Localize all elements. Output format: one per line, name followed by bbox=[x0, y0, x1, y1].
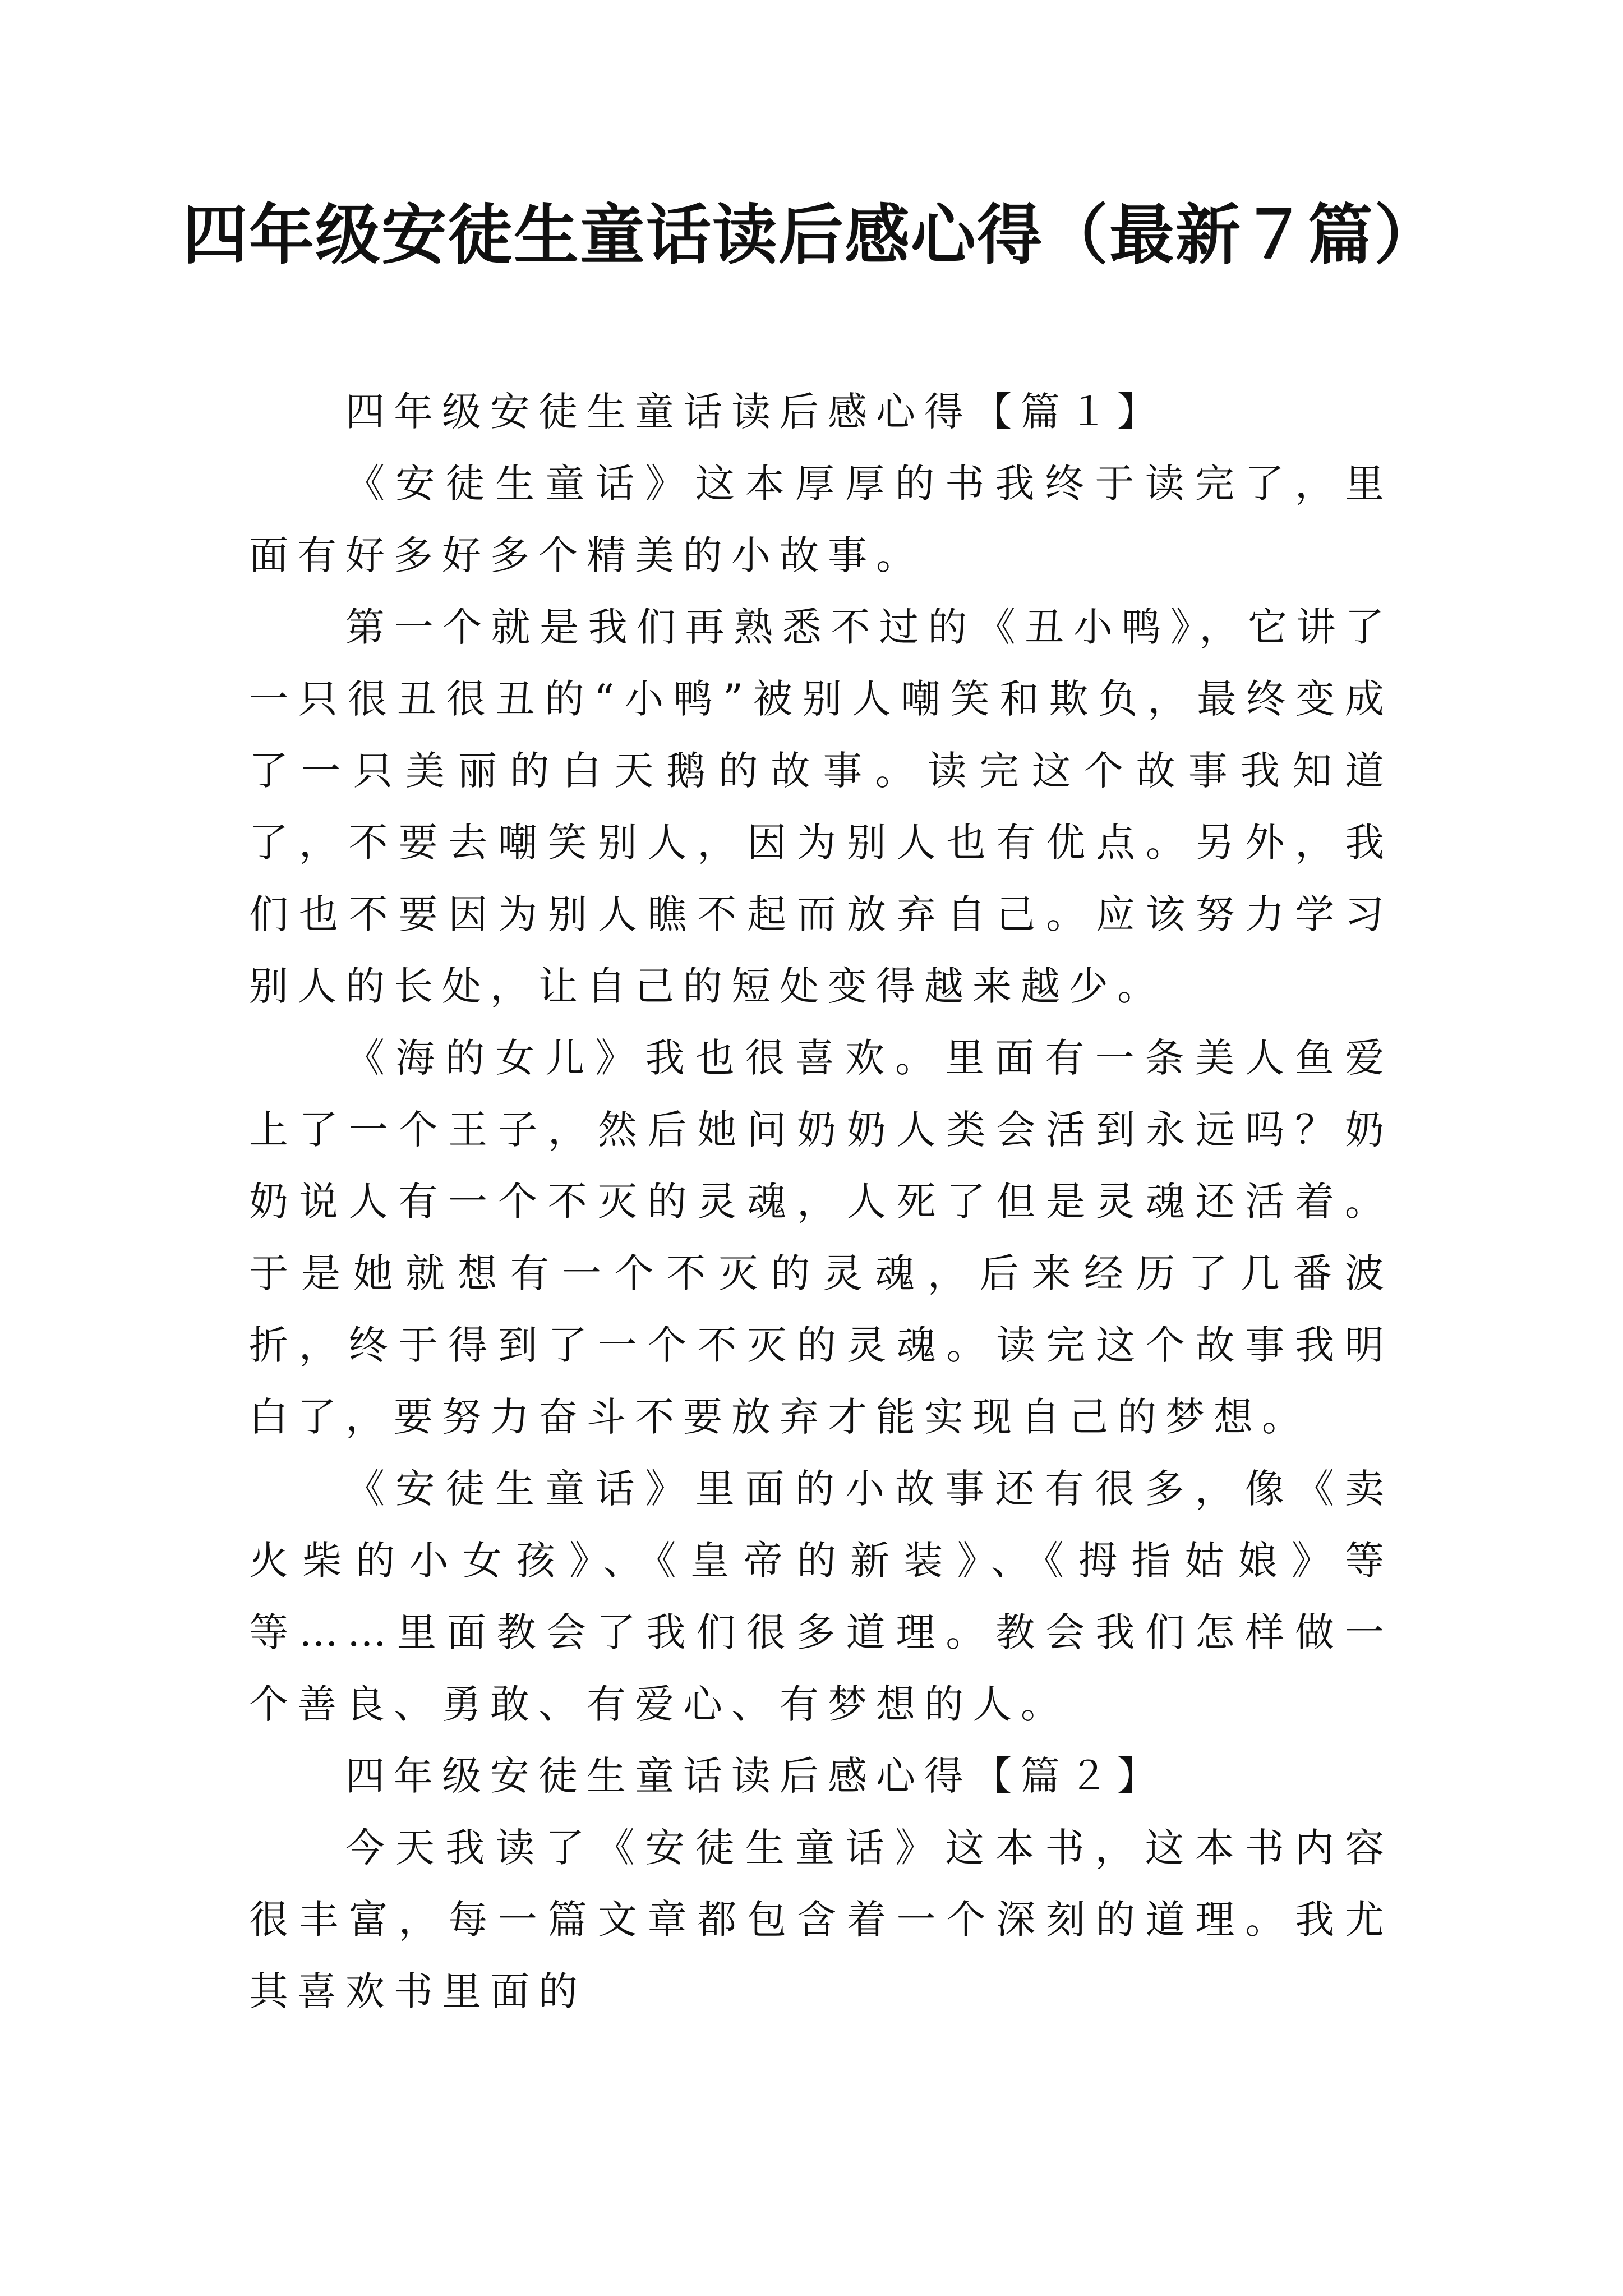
paragraph: 第一个就是我们再熟悉不过的《丑小鸭》，它讲了一只很丑很丑的“小鸭”被别人嘲笑和欺负，最终变成了一只美丽的白天鹅的故事。读完这个故事我知道了，不要去嘲笑别人，因为别人也有优点。另外，我们也不要因为别人瞧不起而放弃自己。应该努力学习别人的长处，让自己的短处变得越来越少。 bbox=[249, 604, 1393, 1009]
paragraph: 《安徒生童话》这本厚厚的书我终于读完了，里面有好多好多个精美的小故事。 bbox=[249, 461, 1393, 578]
section-heading: 四年级安徒生童话读后感心得【篇２】 bbox=[345, 1753, 1165, 1799]
paragraph: 《安徒生童话》里面的小故事还有很多，像《卖火柴的小女孩》、《皇帝的新装》、《拇指姑娘》等等……里面教会了我们很多道理。教会我们怎样做一个善良、勇敢、有爱心、有梦想的人。 bbox=[249, 1466, 1393, 1727]
document-body bbox=[249, 376, 1393, 2027]
section-heading: 四年级安徒生童话读后感心得【篇１】 bbox=[345, 389, 1165, 435]
paragraph: 今天我读了《安徒生童话》这本书，这本书内容很丰富，每一篇文章都包含着一个深刻的道理。我尤其喜欢书里面的 bbox=[249, 1825, 1393, 2014]
paragraph: 《海的女儿》我也很喜欢。里面有一条美人鱼爱上了一个王子，然后她问奶奶人类会活到永远吗？奶奶说人有一个不灭的灵魂，人死了但是灵魂还活着。于是她就想有一个不灭的灵魂，后来经历了几番波折，终于得到了一个不灭的灵魂。读完这个故事我明白了，要努力奋斗不要放弃才能实现自己的梦想。 bbox=[249, 1035, 1393, 1440]
document-title: 四年级安徒生童话读后感心得（最新７篇） bbox=[183, 197, 1440, 273]
